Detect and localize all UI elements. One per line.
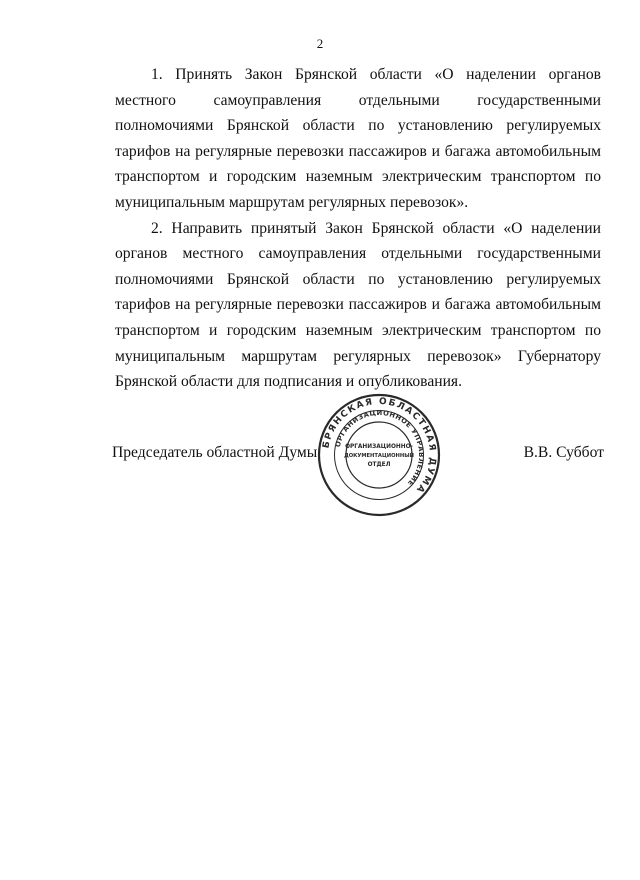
official-stamp [317,393,441,517]
stamp-center-line-3: ОТДЕЛ [367,462,391,468]
signature-block [112,396,604,538]
paragraph-1: 1. Принять Закон Брянской области «О наделении органов местного самоуправления отдельными государственными полномочиями Брянской области по установлению регулируемых тарифов на регулярные перевозки пассажиров и багажа автомобильным транспортом и городским наземным электрическим транспортом по муниципальным маршрутам регулярных перевозок». [115,66,601,211]
signer-name: В.В. Суббот [523,444,604,461]
document-body [115,62,601,395]
page-number: 2 [316,36,324,51]
signer-title: Председатель областной Думы [112,444,318,461]
stamp-outer-text: БРЯНСКАЯ ОБЛАСТНАЯ ДУМА [321,396,438,496]
stamp-middle-text: ОРГАНИЗАЦИОННОЕ УПРАВЛЕНИЕ [333,408,426,488]
stamp-center-line-1: ОРГАНИЗАЦИОННО- [345,444,413,450]
paragraph-2: 2. Направить принятый Закон Брянской области «О наделении органов местного самоуправления отдельными государственными полномочиями Брянской области по установлению регулируемых тарифов на регулярные перевозки пассажиров и багажа автомобильным транспортом и городским наземным электрическим транспортом по муниципальным маршрутам регулярных перевозок» Губернатору Брянской области для подписания и опубликования. [115,219,601,391]
stamp-center-line-2: ДОКУМЕНТАЦИОННЫЙ [344,453,414,459]
